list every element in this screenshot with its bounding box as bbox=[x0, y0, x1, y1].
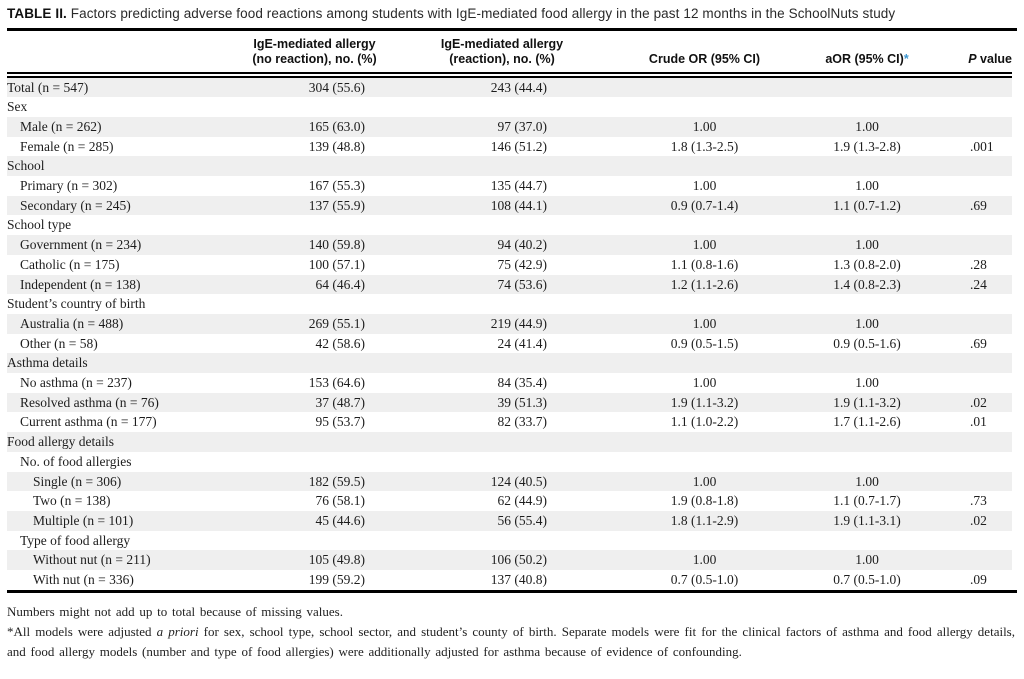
row-label: Without nut (n = 211) bbox=[33, 552, 151, 568]
cell-crude-or: 1.2 (1.1-2.6) bbox=[670, 276, 739, 292]
row-label: Total (n = 547) bbox=[7, 79, 89, 95]
cell-aor bbox=[792, 432, 942, 452]
cell-p-value bbox=[942, 117, 1012, 137]
cell-crude-or: 1.00 bbox=[692, 237, 717, 253]
header-no-reaction-line1: IgE-mediated allergy bbox=[253, 36, 376, 51]
cell-p-value: .24 bbox=[970, 276, 987, 292]
cell-crude-or bbox=[617, 75, 792, 98]
cell-reaction: 74 (53.6) bbox=[497, 276, 547, 292]
cell-p-value bbox=[942, 97, 1012, 117]
row-label: Other (n = 58) bbox=[20, 335, 98, 351]
row-label: Current asthma (n = 177) bbox=[20, 414, 157, 430]
cell-no-reaction: 139 (48.8) bbox=[308, 138, 365, 154]
cell-reaction bbox=[387, 97, 617, 117]
header-reaction-line1: IgE-mediated allergy bbox=[440, 36, 564, 51]
row-label: Type of food allergy bbox=[20, 532, 131, 548]
cell-crude-or: 1.00 bbox=[692, 473, 717, 489]
row-label: School bbox=[7, 158, 45, 174]
cell-aor: 0.7 (0.5-1.0) bbox=[833, 572, 901, 588]
cell-crude-or: 1.9 (1.1-3.2) bbox=[670, 394, 739, 410]
cell-reaction: 82 (33.7) bbox=[497, 414, 547, 430]
table-row bbox=[7, 255, 1012, 275]
cell-no-reaction: 45 (44.6) bbox=[315, 512, 365, 528]
cell-p-value bbox=[942, 75, 1012, 98]
cell-crude-or: 1.1 (0.8-1.6) bbox=[670, 256, 739, 272]
cell-no-reaction: 182 (59.5) bbox=[308, 473, 365, 489]
cell-reaction: 137 (40.8) bbox=[490, 572, 547, 588]
row-label: Two (n = 138) bbox=[33, 493, 111, 509]
cell-p-value bbox=[942, 452, 1012, 472]
table-number-label: TABLE II. bbox=[7, 6, 67, 21]
cell-aor: 1.00 bbox=[855, 118, 879, 134]
cell-no-reaction bbox=[242, 97, 387, 117]
cell-p-value bbox=[942, 176, 1012, 196]
header-reaction-line2: (reaction), no. (%) bbox=[449, 51, 555, 66]
aor-footnote-asterisk: * bbox=[903, 51, 909, 66]
cell-reaction: 97 (37.0) bbox=[497, 118, 547, 134]
table-row bbox=[7, 117, 1012, 137]
cell-no-reaction bbox=[242, 531, 387, 551]
cell-no-reaction bbox=[242, 432, 387, 452]
cell-reaction: 39 (51.3) bbox=[497, 394, 547, 410]
cell-crude-or: 1.8 (1.1-2.9) bbox=[670, 512, 739, 528]
cell-crude-or: 1.00 bbox=[692, 178, 717, 194]
table-row bbox=[7, 275, 1012, 295]
cell-no-reaction: 165 (63.0) bbox=[308, 118, 365, 134]
cell-aor bbox=[792, 215, 942, 235]
cell-no-reaction: 76 (58.1) bbox=[315, 493, 365, 509]
cell-no-reaction: 64 (46.4) bbox=[315, 276, 365, 292]
row-label: Male (n = 262) bbox=[20, 118, 102, 134]
header-empty-cell bbox=[7, 31, 242, 75]
table-header bbox=[7, 31, 1012, 75]
cell-aor: 1.1 (0.7-1.7) bbox=[833, 493, 901, 509]
cell-no-reaction: 167 (55.3) bbox=[308, 178, 365, 194]
table-row bbox=[7, 97, 1012, 117]
cell-crude-or: 1.9 (0.8-1.8) bbox=[670, 493, 739, 509]
cell-aor: 1.4 (0.8-2.3) bbox=[833, 276, 901, 292]
header-crude-or: Crude OR (95% CI) bbox=[617, 31, 792, 75]
cell-reaction: 243 (44.4) bbox=[490, 79, 547, 95]
cell-no-reaction bbox=[242, 294, 387, 314]
table-row bbox=[7, 570, 1012, 590]
header-p-value bbox=[942, 31, 1012, 75]
table-row bbox=[7, 373, 1012, 393]
row-label: Multiple (n = 101) bbox=[33, 512, 134, 528]
cell-no-reaction: 304 (55.6) bbox=[308, 79, 365, 95]
row-label: Government (n = 234) bbox=[20, 237, 142, 253]
row-label: Student’s country of birth bbox=[7, 296, 146, 312]
row-label: Asthma details bbox=[7, 355, 88, 371]
cell-crude-or bbox=[617, 452, 792, 472]
cell-crude-or: 1.8 (1.3-2.5) bbox=[670, 138, 739, 154]
table-row bbox=[7, 294, 1012, 314]
table-row bbox=[7, 137, 1012, 157]
cell-aor: 0.9 (0.5-1.6) bbox=[833, 335, 901, 351]
cell-p-value bbox=[942, 314, 1012, 334]
cell-aor: 1.9 (1.1-3.1) bbox=[833, 512, 901, 528]
table-row bbox=[7, 393, 1012, 413]
cell-aor: 1.9 (1.1-3.2) bbox=[833, 394, 901, 410]
table-row bbox=[7, 156, 1012, 176]
cell-reaction bbox=[387, 294, 617, 314]
cell-aor: 1.00 bbox=[855, 315, 879, 331]
cell-crude-or bbox=[617, 294, 792, 314]
row-label: Female (n = 285) bbox=[20, 138, 114, 154]
row-label: No asthma (n = 237) bbox=[20, 375, 132, 391]
cell-aor: 1.3 (0.8-2.0) bbox=[833, 256, 901, 272]
cell-p-value bbox=[942, 215, 1012, 235]
cell-crude-or: 1.00 bbox=[692, 315, 717, 331]
footnotes bbox=[7, 602, 1015, 662]
cell-reaction bbox=[387, 432, 617, 452]
cell-reaction: 108 (44.1) bbox=[490, 197, 547, 213]
header-row bbox=[7, 31, 1012, 75]
cell-p-value: .02 bbox=[970, 512, 987, 528]
table-row bbox=[7, 491, 1012, 511]
cell-p-value: .28 bbox=[970, 256, 987, 272]
footnote-prefix: *All models were adjusted bbox=[7, 623, 157, 639]
cell-aor: 1.1 (0.7-1.2) bbox=[833, 197, 901, 213]
footnote-missing-values: Numbers might not add up to total because of missing values. bbox=[7, 603, 343, 619]
table-body bbox=[7, 75, 1012, 590]
cell-crude-or bbox=[617, 353, 792, 373]
cell-crude-or: 1.00 bbox=[692, 552, 717, 568]
cell-p-value: .69 bbox=[970, 335, 987, 351]
cell-crude-or: 0.7 (0.5-1.0) bbox=[670, 572, 739, 588]
cell-aor: 1.00 bbox=[855, 552, 879, 568]
cell-aor: 1.00 bbox=[855, 178, 879, 194]
cell-aor: 1.9 (1.3-2.8) bbox=[833, 138, 901, 154]
table-row bbox=[7, 432, 1012, 452]
row-label: Australia (n = 488) bbox=[20, 315, 124, 331]
cell-reaction: 106 (50.2) bbox=[490, 552, 547, 568]
cell-reaction: 146 (51.2) bbox=[490, 138, 547, 154]
cell-reaction: 135 (44.7) bbox=[490, 178, 547, 194]
cell-no-reaction bbox=[242, 156, 387, 176]
table-row bbox=[7, 550, 1012, 570]
row-label: Resolved asthma (n = 76) bbox=[20, 394, 159, 410]
header-aor bbox=[792, 31, 942, 75]
cell-aor bbox=[792, 294, 942, 314]
cell-reaction bbox=[387, 353, 617, 373]
footnote-model-adjustment bbox=[7, 622, 1015, 662]
cell-crude-or bbox=[617, 156, 792, 176]
cell-reaction: 124 (40.5) bbox=[490, 473, 547, 489]
cell-reaction: 75 (42.9) bbox=[497, 256, 547, 272]
header-no-reaction-line2: (no reaction), no. (%) bbox=[252, 51, 377, 66]
cell-crude-or: 0.9 (0.7-1.4) bbox=[670, 197, 739, 213]
table-row bbox=[7, 235, 1012, 255]
cell-p-value bbox=[942, 472, 1012, 492]
cell-aor bbox=[792, 353, 942, 373]
cell-crude-or: 1.00 bbox=[692, 375, 717, 391]
cell-no-reaction: 269 (55.1) bbox=[308, 315, 365, 331]
header-aor-text: aOR (95% CI) bbox=[825, 51, 904, 66]
cell-p-value bbox=[942, 156, 1012, 176]
cell-no-reaction: 140 (59.8) bbox=[308, 237, 365, 253]
table-row bbox=[7, 412, 1012, 432]
cell-p-value bbox=[942, 550, 1012, 570]
cell-p-value bbox=[942, 531, 1012, 551]
table-row bbox=[7, 215, 1012, 235]
cell-reaction: 94 (40.2) bbox=[497, 237, 547, 253]
header-p-rest: value bbox=[976, 51, 1012, 66]
table-row bbox=[7, 75, 1012, 98]
table-row bbox=[7, 196, 1012, 216]
bottom-rule bbox=[7, 590, 1017, 593]
header-p-italic: P bbox=[968, 51, 977, 66]
cell-p-value bbox=[942, 294, 1012, 314]
cell-no-reaction: 42 (58.6) bbox=[315, 335, 365, 351]
cell-crude-or: 1.00 bbox=[692, 118, 717, 134]
cell-reaction: 62 (44.9) bbox=[497, 493, 547, 509]
cell-p-value: .01 bbox=[970, 414, 987, 430]
cell-reaction bbox=[387, 531, 617, 551]
cell-reaction: 219 (44.9) bbox=[490, 315, 547, 331]
cell-p-value: .09 bbox=[970, 572, 987, 588]
cell-crude-or: 1.1 (1.0-2.2) bbox=[670, 414, 739, 430]
cell-aor bbox=[792, 531, 942, 551]
cell-aor bbox=[792, 156, 942, 176]
table-row bbox=[7, 452, 1012, 472]
cell-aor: 1.00 bbox=[855, 375, 879, 391]
footnote-a-priori: a priori bbox=[156, 623, 199, 639]
cell-no-reaction: 153 (64.6) bbox=[308, 375, 365, 391]
cell-no-reaction bbox=[242, 452, 387, 472]
cell-p-value: .69 bbox=[970, 197, 987, 213]
table-row bbox=[7, 511, 1012, 531]
table-row bbox=[7, 334, 1012, 354]
cell-no-reaction bbox=[242, 215, 387, 235]
cell-crude-or: 0.9 (0.5-1.5) bbox=[670, 335, 739, 351]
cell-p-value bbox=[942, 235, 1012, 255]
header-no-reaction bbox=[242, 31, 387, 75]
cell-reaction bbox=[387, 452, 617, 472]
row-label: Sex bbox=[7, 99, 28, 115]
cell-p-value: .001 bbox=[970, 138, 994, 154]
cell-p-value bbox=[942, 432, 1012, 452]
cell-crude-or bbox=[617, 432, 792, 452]
cell-no-reaction: 199 (59.2) bbox=[308, 572, 365, 588]
cell-p-value bbox=[942, 353, 1012, 373]
row-label: Secondary (n = 245) bbox=[20, 197, 131, 213]
cell-reaction: 84 (35.4) bbox=[497, 375, 547, 391]
table-caption-text: Factors predicting adverse food reactions among students with IgE-mediated food allergy in the past 12 months in the SchoolNuts study bbox=[66, 6, 896, 21]
table-row bbox=[7, 472, 1012, 492]
cell-aor: 1.00 bbox=[855, 237, 879, 253]
cell-p-value: .02 bbox=[970, 394, 987, 410]
row-label: Independent (n = 138) bbox=[20, 276, 141, 292]
cell-reaction bbox=[387, 156, 617, 176]
cell-crude-or bbox=[617, 97, 792, 117]
row-label: Catholic (n = 175) bbox=[20, 256, 120, 272]
cell-no-reaction: 37 (48.7) bbox=[315, 394, 365, 410]
table-row bbox=[7, 531, 1012, 551]
cell-reaction: 56 (55.4) bbox=[497, 512, 547, 528]
cell-aor bbox=[792, 97, 942, 117]
row-label: Primary (n = 302) bbox=[20, 178, 118, 194]
cell-reaction: 24 (41.4) bbox=[497, 335, 547, 351]
header-reaction bbox=[387, 31, 617, 75]
cell-no-reaction: 137 (55.9) bbox=[308, 197, 365, 213]
row-label: School type bbox=[7, 217, 72, 233]
table-row bbox=[7, 353, 1012, 373]
cell-reaction bbox=[387, 215, 617, 235]
table-row bbox=[7, 176, 1012, 196]
cell-aor: 1.7 (1.1-2.6) bbox=[833, 414, 901, 430]
row-label: No. of food allergies bbox=[20, 453, 132, 469]
cell-no-reaction: 95 (53.7) bbox=[315, 414, 365, 430]
cell-no-reaction bbox=[242, 353, 387, 373]
row-label: With nut (n = 336) bbox=[33, 572, 134, 588]
row-label: Food allergy details bbox=[7, 434, 114, 450]
cell-no-reaction: 105 (49.8) bbox=[308, 552, 365, 568]
cell-aor bbox=[792, 452, 942, 472]
cell-crude-or bbox=[617, 531, 792, 551]
results-table bbox=[7, 31, 1012, 590]
cell-p-value bbox=[942, 373, 1012, 393]
cell-aor bbox=[792, 75, 942, 98]
cell-no-reaction: 100 (57.1) bbox=[308, 256, 365, 272]
row-label: Single (n = 306) bbox=[33, 473, 122, 489]
table-caption bbox=[7, 5, 1017, 24]
cell-aor: 1.00 bbox=[855, 473, 879, 489]
cell-p-value: .73 bbox=[970, 493, 987, 509]
table-row bbox=[7, 314, 1012, 334]
footnote-suffix: for sex, school type, school sector, and student’s county of birth. Separate models were fit for the clinical factors of asthma and food allergy details, and food allergy models (number and type of food allergies) were additionally adjusted for asthma because of evidence of confounding. bbox=[7, 623, 1015, 659]
cell-crude-or bbox=[617, 215, 792, 235]
